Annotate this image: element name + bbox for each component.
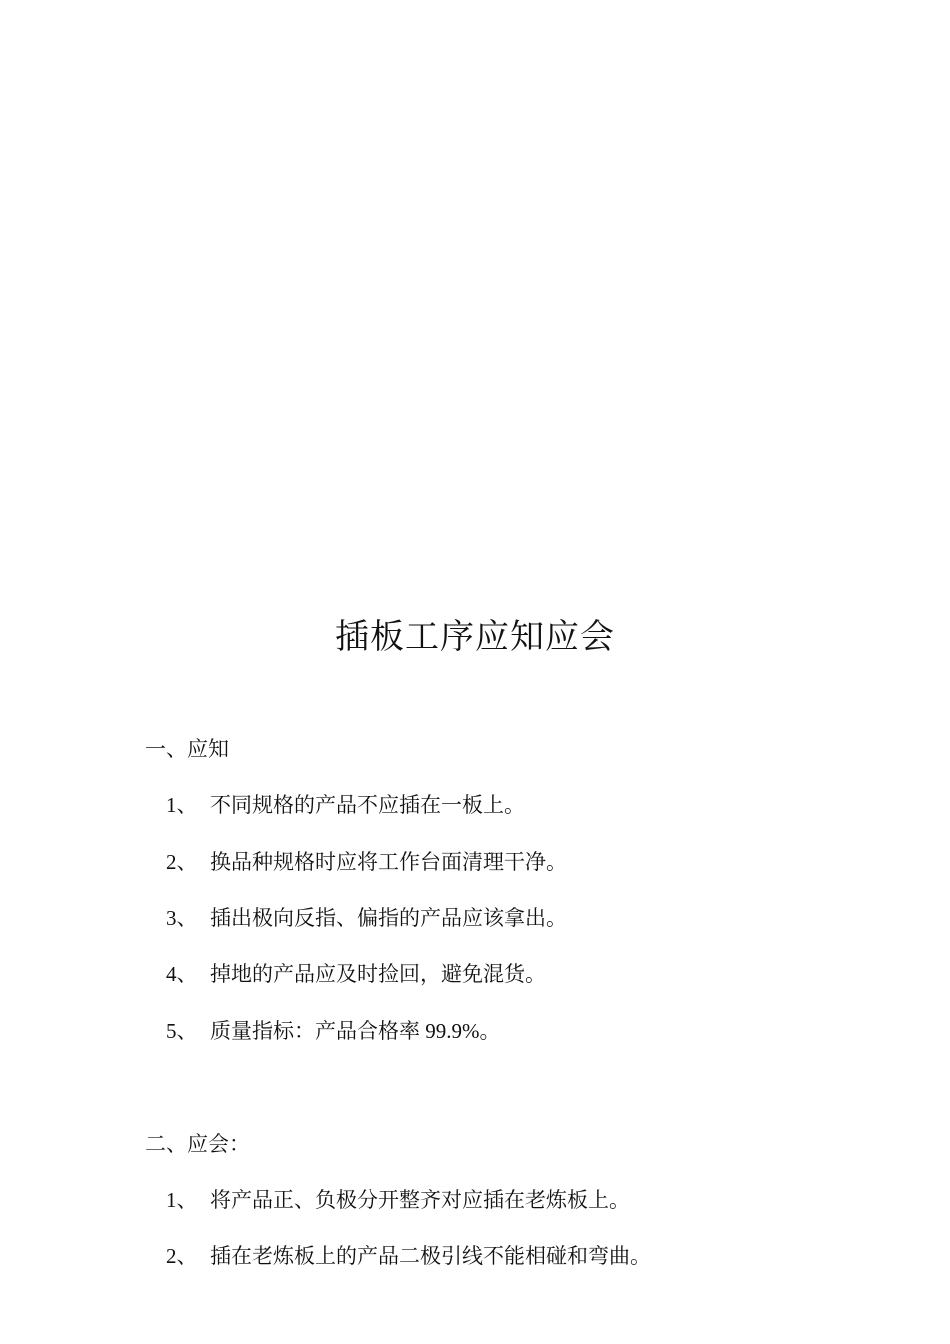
list-item: [166, 847, 567, 877]
list-item-text: 将产品正、负极分开整齐对应插在老炼板上。: [210, 1188, 630, 1212]
list-item-number: 2、: [166, 1244, 198, 1268]
section-heading-skills: 二、应会：: [145, 1132, 250, 1156]
list-item: [166, 959, 546, 989]
list-item-number: 2、: [166, 850, 198, 874]
list-item: [166, 1241, 651, 1271]
list-item-text: 插在老炼板上的产品二极引线不能相碰和弯曲。: [210, 1244, 651, 1268]
list-item-text: 不同规格的产品不应插在一板上。: [210, 793, 525, 817]
list-item-text: 质量指标：产品合格率 99.9%。: [210, 1019, 501, 1043]
list-item-text: 换品种规格时应将工作台面清理干净。: [210, 850, 567, 874]
list-item-text: 插出极向反指、偏指的产品应该拿出。: [210, 906, 567, 930]
list-item-number: 3、: [166, 906, 198, 930]
list-item-number: 5、: [166, 1019, 198, 1043]
list-item: [166, 1185, 630, 1215]
list-item-text: 掉地的产品应及时捡回，避免混货。: [210, 962, 546, 986]
section-heading-know: 一、应知: [145, 737, 229, 761]
list-item-number: 1、: [166, 1188, 198, 1212]
list-item-number: 4、: [166, 962, 198, 986]
list-item: [166, 1016, 501, 1046]
list-item: [166, 903, 567, 933]
list-item-number: 1、: [166, 793, 198, 817]
list-item: [166, 790, 525, 820]
document-title: 插板工序应知应会: [335, 619, 615, 656]
